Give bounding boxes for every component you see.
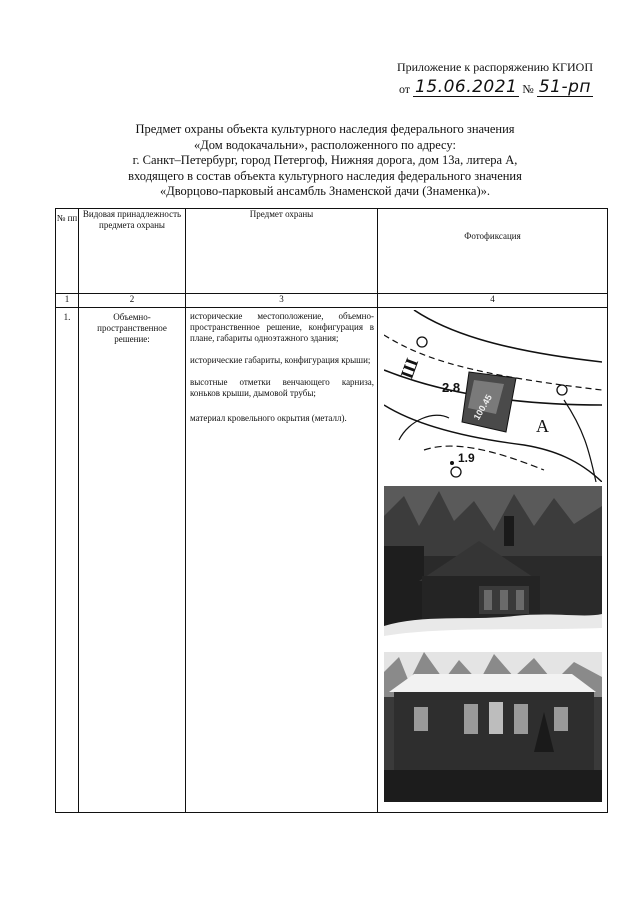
index-cell: 1 (56, 294, 79, 308)
order-date: 15.06.2021 (415, 77, 518, 97)
header-type: Видовая принадлежность предмета охраны (79, 209, 186, 294)
index-cell: 3 (186, 294, 378, 308)
document-title (60, 122, 590, 200)
table-header-row (56, 209, 608, 294)
photo-cell (378, 308, 608, 813)
row-number: 1. (56, 308, 79, 813)
date-prefix: от (398, 82, 411, 96)
building-photo-winter (384, 486, 602, 648)
building-photo-facade (384, 652, 602, 802)
list-item: материал кровельного окрытия (металл). (190, 413, 347, 423)
list-item: исторические местоположение, объемно-пространственное решение, конфигурация в плане, габариты одноэтажного здания; (190, 311, 374, 343)
list-item: исторические габариты, конфигурация крыши; (190, 355, 371, 365)
header-photo: Фотофиксация (378, 209, 608, 294)
protection-table (55, 208, 608, 813)
site-plan-map (384, 310, 602, 482)
map-label-area: 100.45 (471, 392, 494, 422)
map-label-roman: Ш (396, 355, 423, 382)
appendix-caption: Приложение к распоряжению КГИОП (396, 60, 593, 74)
title-line: входящего в состав объекта культурного наследия федерального значения (128, 168, 522, 183)
index-cell: 4 (378, 294, 608, 308)
table-row (56, 308, 608, 813)
header-subject: Предмет охраны (186, 209, 378, 294)
order-reference (399, 78, 593, 97)
row-type: Объемно-пространственное решение: (79, 308, 186, 813)
title-line: «Дворцово-парковый ансамбль Знаменской дачи (Знаменка)». (159, 184, 491, 198)
title-line: «Дом водокачальни», расположенного по адресу: (194, 137, 456, 152)
map-label-point: 1.9 (458, 451, 475, 465)
number-prefix: № (522, 82, 534, 96)
order-number: 51-рп (538, 77, 591, 97)
map-label-block: А (536, 416, 549, 436)
table-index-row (56, 294, 608, 308)
index-cell: 2 (79, 294, 186, 308)
row-items (186, 308, 378, 813)
title-line: Предмет охраны объекта культурного наследия федерального значения (135, 122, 515, 136)
map-label-height: 2.8 (442, 380, 461, 395)
list-item: высотные отметки венчающего карниза, коньков крыши, дымовой трубы; (190, 377, 374, 398)
header-number: № пп (56, 209, 79, 294)
title-line: г. Санкт–Петербург, город Петергоф, Нижняя дорога, дом 13а, литера А, (132, 153, 518, 167)
